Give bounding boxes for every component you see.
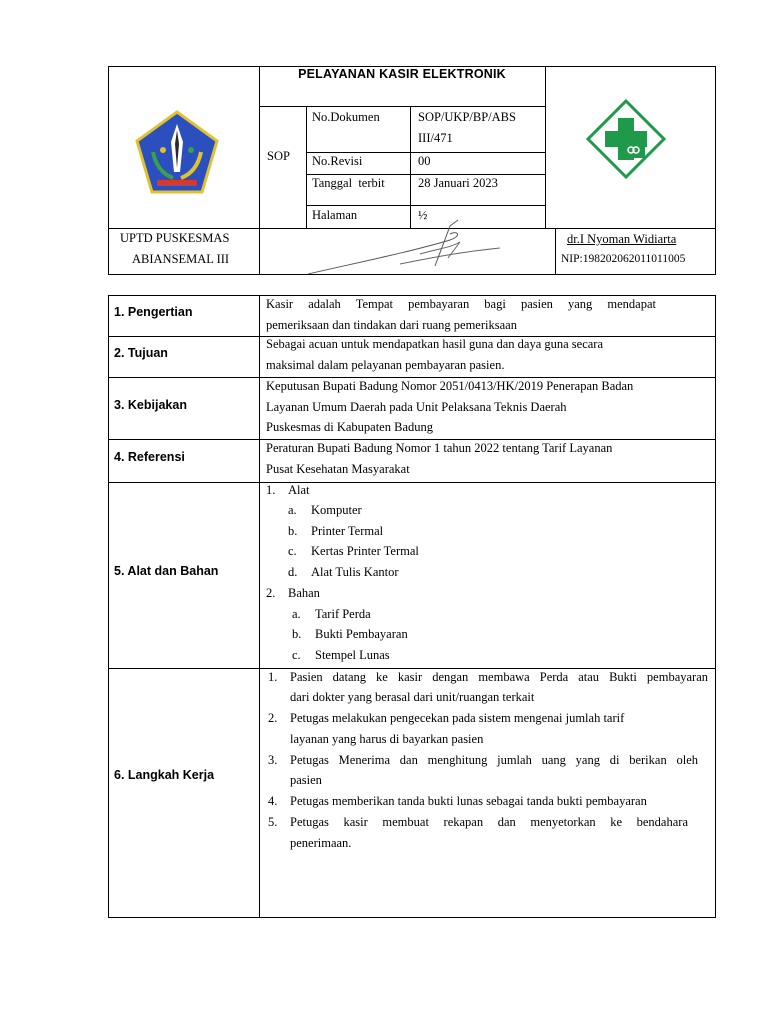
- list-group-title: Alat: [288, 483, 310, 497]
- section-label-langkah-kerja: 6. Langkah Kerja: [114, 768, 215, 782]
- field-value-tanggal-terbit: 28 Januari 2023: [418, 176, 498, 190]
- step-text-line1: Petugas melakukan pengecekan pada sistem mengenai jumlah tarif: [290, 711, 625, 725]
- field-label-tanggal-terbit: Tanggal terbit: [312, 176, 385, 190]
- list-item: Stempel Lunas: [315, 648, 390, 662]
- field-label-halaman: Halaman: [312, 208, 358, 222]
- signer-name: dr.I Nyoman Widiarta: [567, 232, 677, 246]
- step-number: 4.: [268, 794, 278, 808]
- step-number: 3.: [268, 753, 278, 767]
- step-text-line1: Petugas kasir membuat rekapan dan menyetorkan ke bendahara: [290, 815, 688, 829]
- list-item: Printer Termal: [311, 524, 384, 538]
- list-item: Alat Tulis Kantor: [311, 565, 399, 579]
- list-item-mark: c.: [292, 648, 301, 662]
- field-label-no-dokumen: No.Dokumen: [312, 110, 380, 124]
- document-title: PELAYANAN KASIR ELEKTRONIK: [298, 67, 506, 81]
- field-value-no-dokumen: SOP/UKP/BP/ABS: [418, 110, 516, 124]
- section-label-referensi: 4. Referensi: [114, 450, 185, 464]
- signature-scribble: [300, 218, 550, 278]
- section-text-pengertian-line1: Kasir adalah Tempat pembayaran bagi pasien yang mendapat: [266, 297, 656, 311]
- step-text-line2: penerimaan.: [290, 836, 352, 850]
- signer-nip: NIP:198202062011011005: [561, 253, 686, 265]
- step-text-line1: Petugas memberikan tanda bukti lunas sebagai tanda bukti pembayaran: [290, 794, 647, 808]
- list-item-mark: a.: [288, 503, 297, 517]
- section-text-referensi-line2: Pusat Kesehatan Masyarakat: [266, 462, 410, 476]
- step-number: 5.: [268, 815, 278, 829]
- list-item: Kertas Printer Termal: [311, 544, 419, 558]
- list-item-mark: a.: [292, 607, 301, 621]
- step-number: 2.: [268, 711, 278, 725]
- field-value-no-revisi: 00: [418, 154, 431, 168]
- section-text-referensi-line1: Peraturan Bupati Badung Nomor 1 tahun 2022 tentang Tarif Layanan: [266, 441, 613, 455]
- org-name-line2: ABIANSEMAL III: [132, 252, 230, 266]
- section-label-pengertian: 1. Pengertian: [114, 305, 193, 319]
- list-item: Bukti Pembayaran: [315, 627, 408, 641]
- list-item: Tarif Perda: [315, 607, 371, 621]
- sop-label: SOP: [267, 149, 290, 163]
- step-text-line2: layanan yang harus di bayarkan pasien: [290, 732, 484, 746]
- section-label-alat-dan-bahan: 5. Alat dan Bahan: [114, 564, 219, 578]
- org-name-line1: UPTD PUSKESMAS: [120, 231, 230, 245]
- puskesmas-cross-logo-icon: [585, 98, 667, 180]
- field-value-no-dokumen-cont: III/471: [418, 131, 453, 145]
- step-text-line1: Petugas Menerima dan menghitung jumlah uang yang di berikan oleh: [290, 753, 698, 767]
- list-item-mark: b.: [288, 524, 298, 538]
- section-text-kebijakan-line3: Puskesmas di Kabupaten Badung: [266, 420, 433, 434]
- list-item-mark: c.: [288, 544, 297, 558]
- section-text-tujuan-line2: maksimal dalam pelayanan pembayaran pasien.: [266, 358, 505, 372]
- list-group-title: Bahan: [288, 586, 320, 600]
- section-text-kebijakan-line2: Layanan Umum Daerah pada Unit Pelaksana Teknis Daerah: [266, 400, 567, 414]
- section-label-kebijakan: 3. Kebijakan: [114, 398, 187, 412]
- list-item: Komputer: [311, 503, 362, 517]
- step-number: 1.: [268, 670, 278, 684]
- list-number: 1.: [266, 483, 276, 497]
- section-label-tujuan: 2. Tujuan: [114, 346, 168, 360]
- step-text-line2: pasien: [290, 773, 322, 787]
- section-text-pengertian-line2: pemeriksaan dan tindakan dari ruang pemeriksaan: [266, 318, 517, 332]
- list-item-mark: d.: [288, 565, 298, 579]
- list-number: 2.: [266, 586, 276, 600]
- section-text-tujuan-line1: Sebagai acuan untuk mendapatkan hasil guna dan daya guna secara: [266, 337, 604, 351]
- field-value-halaman: ½: [418, 208, 428, 222]
- step-text-line2: dari dokter yang berasal dari unit/ruangan terkait: [290, 690, 535, 704]
- field-label-no-revisi: No.Revisi: [312, 154, 363, 168]
- list-item-mark: b.: [292, 627, 302, 641]
- section-text-kebijakan-line1: Keputusan Bupati Badung Nomor 2051/0413/HK/2019 Penerapan Badan: [266, 379, 634, 393]
- badung-regency-emblem-icon: [133, 108, 221, 196]
- step-text-line1: Pasien datang ke kasir dengan membawa Perda atau Bukti pembayaran: [290, 670, 708, 684]
